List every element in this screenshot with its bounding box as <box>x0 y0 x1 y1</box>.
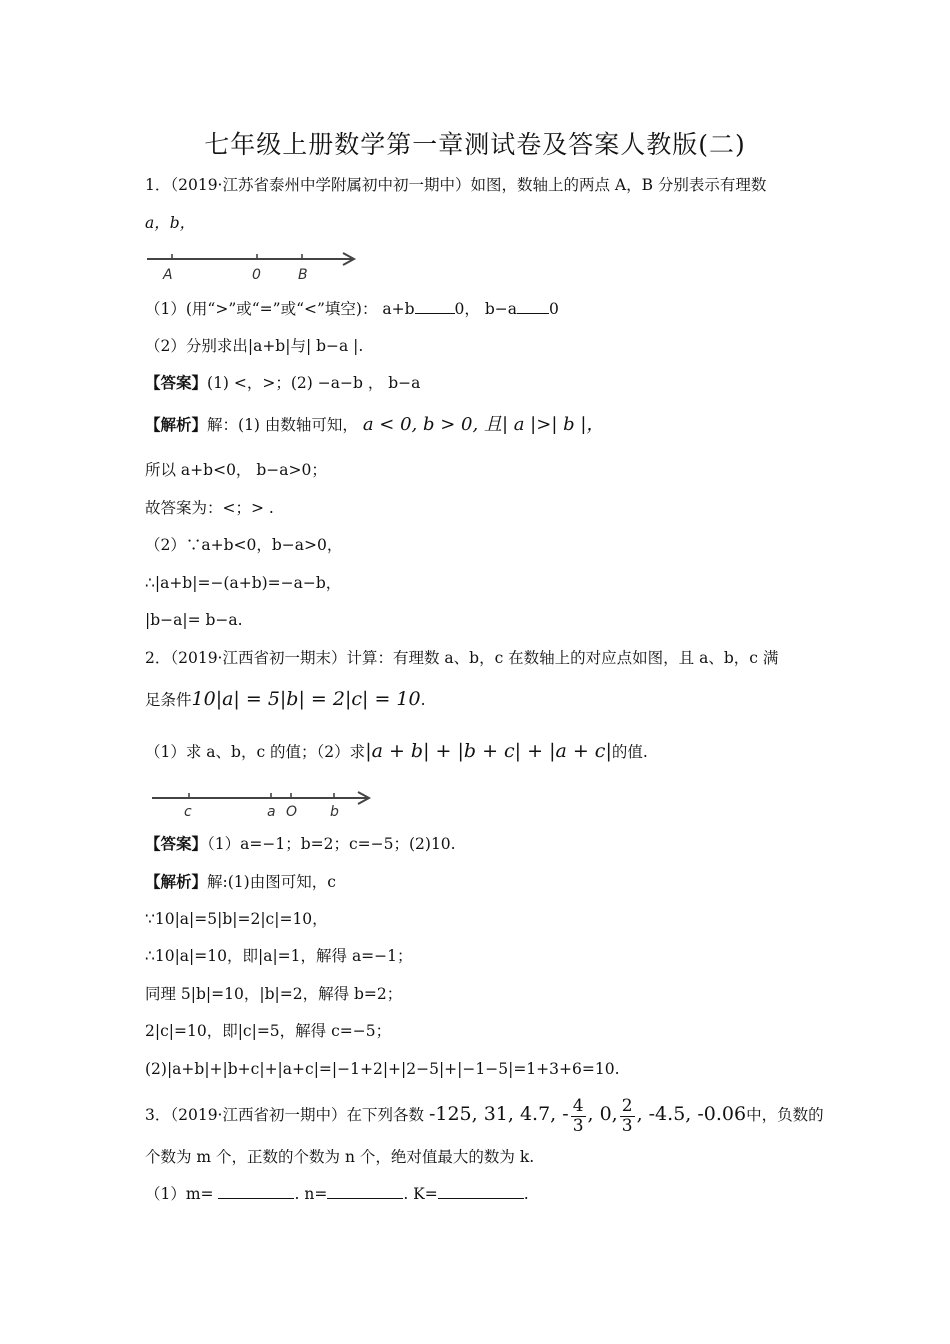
q3-stem-line1 <box>145 1092 824 1137</box>
q3-frac2-den: 3 <box>621 1115 633 1136</box>
q1-answer-tag: 【答案】 <box>145 373 208 392</box>
q3-stem-b: 中，负数的 <box>746 1106 824 1124</box>
q1-blank-2[interactable] <box>517 299 549 314</box>
q2-line-1: ∵10|a|=5|b|=2|c|=10， <box>145 910 328 928</box>
q1-label-0: 0 <box>252 267 261 283</box>
q2-label-o: O <box>286 804 298 820</box>
q3-fraction-2 <box>620 1097 635 1136</box>
q2-stem-line1: 2．（2019·江西省初一期末）计算：有理数 a、b，c 在数轴上的对应点如图，且 a、b，c 满 <box>145 649 779 667</box>
q3-part1-k: . K= <box>403 1185 438 1203</box>
q2-line-3: 同理 5|b|=10，|b|=2，解得 b=2； <box>145 985 403 1003</box>
q1-line-therefore: ∴|a+b|=−(a+b)=−a−b， <box>145 574 342 592</box>
q3-nums-c: , -4.5, -0.06 <box>636 1103 747 1125</box>
q2-analysis <box>145 871 336 893</box>
q1-blank-1[interactable] <box>415 299 455 314</box>
q1-line-since: （2）∵a+b<0，b−a>0， <box>145 536 343 554</box>
q1-answer-text: (1) <，>；(2) −a−b ， b−a <box>207 374 421 392</box>
q1-part2: （2）分别求出|a+b|与| b−a |. <box>145 337 364 355</box>
q3-stem-a: 3．（2019·江西省初一期中）在下列各数 <box>145 1106 424 1124</box>
q3-fraction-1 <box>571 1097 586 1136</box>
q1-line-last: |b−a|= b−a. <box>145 611 243 629</box>
q3-blank-n[interactable] <box>327 1184 403 1199</box>
q3-frac2-num: 2 <box>621 1095 633 1116</box>
q1-number-line <box>145 245 365 285</box>
q2-label-c: c <box>184 804 192 820</box>
q2-stem-line2 <box>145 688 426 711</box>
q2-label-a: a <box>267 804 276 820</box>
q1-analysis-text: 解：(1) 由数轴可知， <box>207 416 358 434</box>
q2-parts-math: |a + b| + |b + c| + |a + c| <box>365 740 612 762</box>
q3-part1 <box>145 1183 529 1205</box>
q2-stem-suffix: . <box>420 691 426 709</box>
q2-line-5: (2)|a+b|+|b+c|+|a+c|=|−1+2|+|2−5|+|−1−5|=1+3+6=10. <box>145 1060 620 1078</box>
q1-analysis-math: a < 0, b > 0, 且| a |>| b |， <box>362 414 605 435</box>
q1-line-ans: 故答案为：<；> . <box>145 499 274 517</box>
q3-stem-line2: 个数为 m 个，正数的个数为 n 个，绝对值最大的数为 k. <box>145 1148 535 1166</box>
q3-blank-k[interactable] <box>438 1184 524 1199</box>
q1-part1 <box>145 298 559 320</box>
q1-analysis <box>145 414 604 436</box>
q3-part1-m: （1）m= <box>145 1185 214 1203</box>
page-title: 七年级上册数学第一章测试卷及答案人教版(二) <box>204 130 746 159</box>
q3-frac1-den: 3 <box>572 1115 584 1136</box>
q3-part1-end: . <box>523 1185 529 1203</box>
q2-stem-math: 10|a| = 5|b| = 2|c| = 10 <box>191 688 421 710</box>
q1-label-a: A <box>163 267 173 283</box>
q3-nums-a: -125, 31, 4.7, - <box>428 1103 569 1125</box>
q2-stem-prefix: 足条件 <box>145 691 192 709</box>
q2-parts-prefix: （1）求 a、b，c 的值；（2）求 <box>145 743 366 761</box>
q3-frac1-num: 4 <box>572 1095 584 1116</box>
q1-part1-a: （1）(用“>”或“=”或“<”填空)： a+b <box>145 300 415 318</box>
q3-part1-n: . n= <box>294 1185 328 1203</box>
q1-analysis-tag: 【解析】 <box>145 415 208 434</box>
q1-stem-line2: a，b， <box>145 214 196 232</box>
q2-line-2: ∴10|a|=10，即|a|=1，解得 a=−1； <box>145 947 413 965</box>
q2-line-4: 2|c|=10，即|c|=5，解得 c=−5； <box>145 1022 392 1040</box>
q2-number-line <box>148 785 378 825</box>
q2-answer-tag: 【答案】 <box>145 834 208 853</box>
q1-part1-b: 0， b−a <box>454 300 517 318</box>
q3-blank-m[interactable] <box>218 1184 294 1199</box>
q1-part1-c: 0 <box>549 300 559 318</box>
q1-line-so: 所以 a+b<0， b−a>0； <box>145 461 327 479</box>
q1-stem-line1: 1．（2019·江苏省泰州中学附属初中初一期中）如图，数轴上的两点 A，B 分别表示有理数 <box>145 176 767 194</box>
q3-nums-b: , 0, <box>587 1103 618 1125</box>
q2-analysis-text: 解:(1)由图可知，c <box>207 873 336 891</box>
q2-analysis-tag: 【解析】 <box>145 872 208 891</box>
q1-label-b: B <box>298 267 308 283</box>
q2-label-b: b <box>330 804 339 820</box>
q1-answer <box>145 372 420 394</box>
q2-answer-text: （1）a=−1；b=2；c=−5；(2)10. <box>207 835 456 853</box>
q2-answer <box>145 833 456 855</box>
q2-parts <box>145 740 648 763</box>
q2-parts-suffix: 的值. <box>611 743 648 761</box>
